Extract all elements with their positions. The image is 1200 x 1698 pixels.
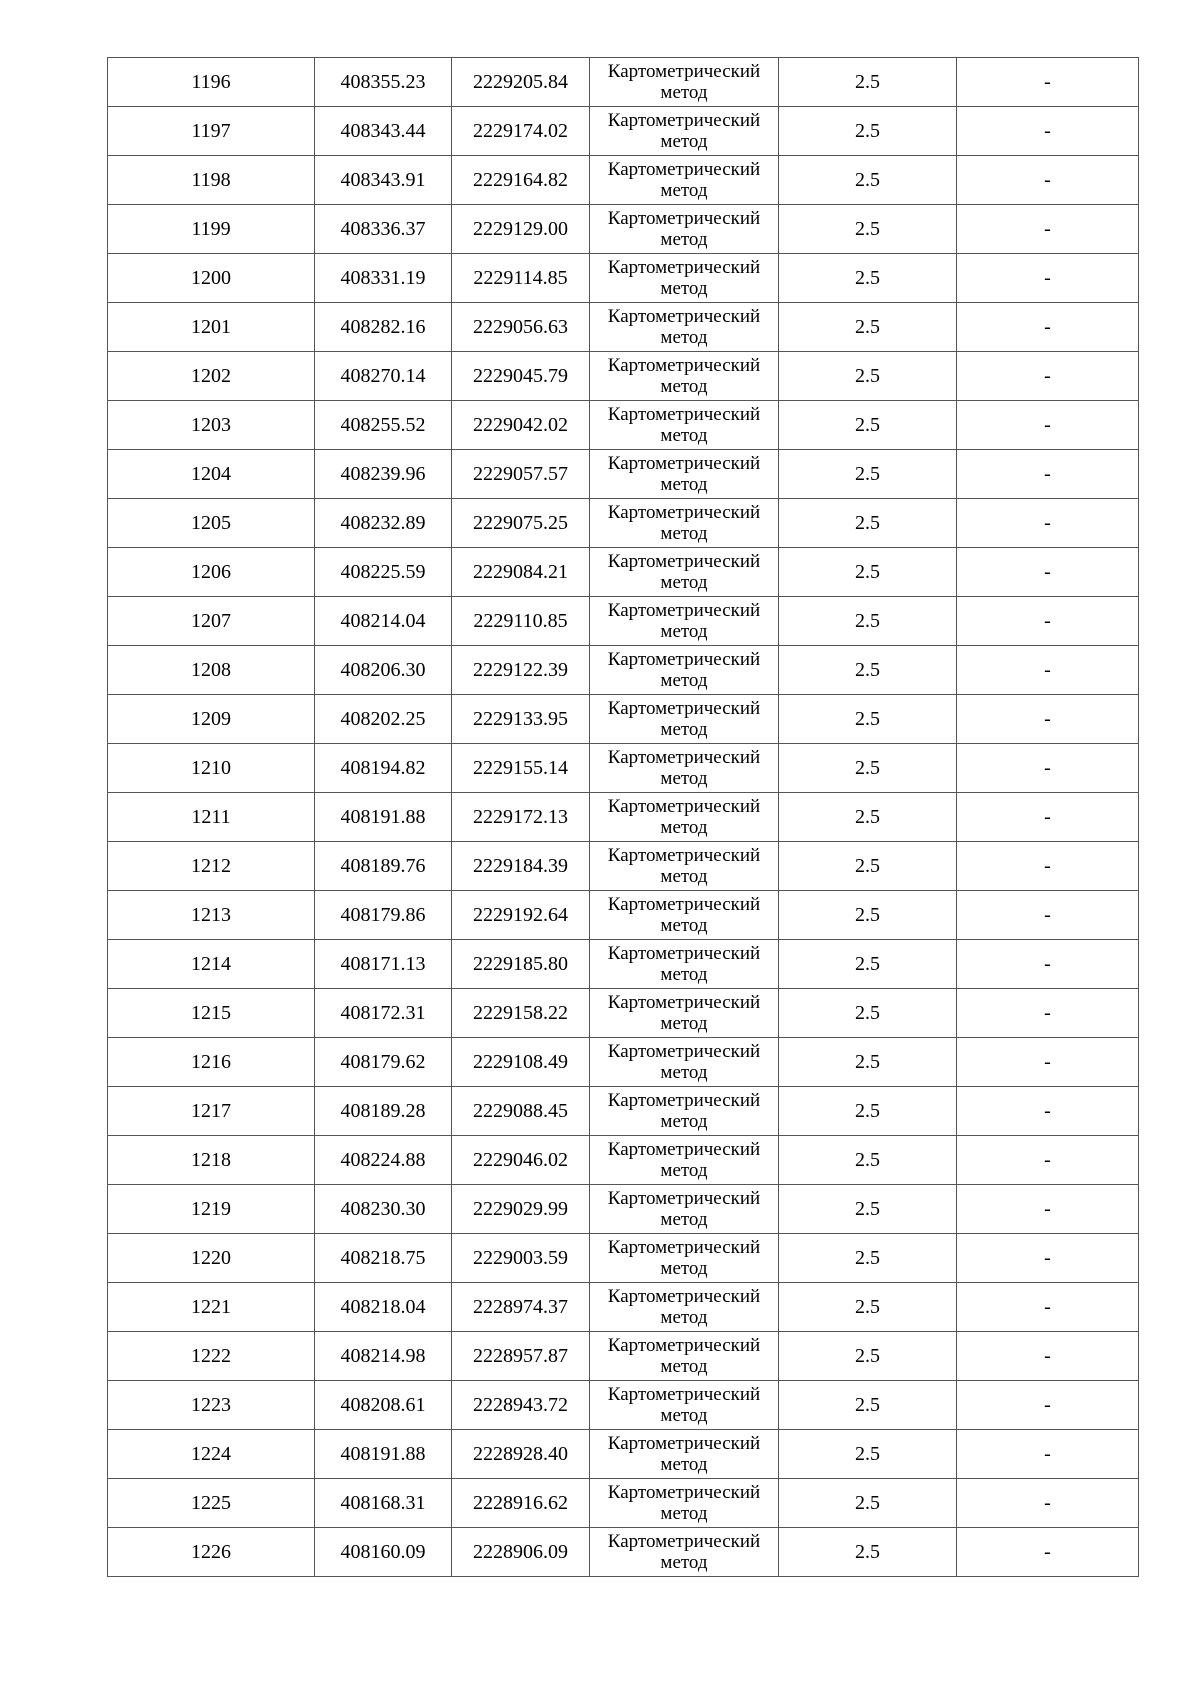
point-number-cell: 1213: [108, 891, 315, 940]
method-text-line: метод: [660, 180, 708, 201]
note-cell: -: [957, 891, 1139, 940]
point-number-cell: 1212: [108, 842, 315, 891]
note-cell: -: [957, 1332, 1139, 1381]
method-text-line: метод: [660, 1062, 708, 1083]
table-row: [108, 254, 1139, 303]
table-row: [108, 891, 1139, 940]
note-cell: -: [957, 1381, 1139, 1430]
method-text-line: Картометрический: [607, 208, 761, 229]
table-row: [108, 1528, 1139, 1577]
y-coordinate-cell: 2229184.39: [452, 842, 590, 891]
y-coordinate-cell: 2229205.84: [452, 58, 590, 107]
note-cell: -: [957, 1038, 1139, 1087]
method-text-line: метод: [660, 327, 708, 348]
method-text-line: метод: [660, 866, 708, 887]
table-row: [108, 1381, 1139, 1430]
method-text-line: Картометрический: [607, 110, 761, 131]
method-cell: [590, 499, 779, 548]
point-number-cell: 1206: [108, 548, 315, 597]
table-row: [108, 1332, 1139, 1381]
point-number-cell: 1211: [108, 793, 315, 842]
method-cell: [590, 940, 779, 989]
x-coordinate-cell: 408189.28: [315, 1087, 452, 1136]
x-coordinate-cell: 408232.89: [315, 499, 452, 548]
method-cell: [590, 303, 779, 352]
note-cell: -: [957, 1185, 1139, 1234]
note-cell: -: [957, 156, 1139, 205]
method-text-line: метод: [660, 1013, 708, 1034]
x-coordinate-cell: 408172.31: [315, 989, 452, 1038]
x-coordinate-cell: 408179.62: [315, 1038, 452, 1087]
accuracy-cell: 2.5: [779, 107, 957, 156]
point-number-cell: 1202: [108, 352, 315, 401]
x-coordinate-cell: 408160.09: [315, 1528, 452, 1577]
method-text-line: Картометрический: [607, 1286, 761, 1307]
note-cell: -: [957, 597, 1139, 646]
method-text-line: Картометрический: [607, 992, 761, 1013]
method-cell: [590, 1479, 779, 1528]
x-coordinate-cell: 408225.59: [315, 548, 452, 597]
x-coordinate-cell: 408355.23: [315, 58, 452, 107]
method-cell: [590, 401, 779, 450]
y-coordinate-cell: 2229057.57: [452, 450, 590, 499]
x-coordinate-cell: 408202.25: [315, 695, 452, 744]
method-cell: [590, 842, 779, 891]
accuracy-cell: 2.5: [779, 1234, 957, 1283]
x-coordinate-cell: 408343.91: [315, 156, 452, 205]
table-row: [108, 1479, 1139, 1528]
method-text-line: метод: [660, 1503, 708, 1524]
point-number-cell: 1210: [108, 744, 315, 793]
method-cell: [590, 107, 779, 156]
method-text-line: Картометрический: [607, 796, 761, 817]
method-text-line: Картометрический: [607, 649, 761, 670]
y-coordinate-cell: 2228974.37: [452, 1283, 590, 1332]
method-text-line: метод: [660, 1356, 708, 1377]
method-text-line: Картометрический: [607, 1384, 761, 1405]
method-cell: [590, 646, 779, 695]
accuracy-cell: 2.5: [779, 548, 957, 597]
method-text-line: Картометрический: [607, 355, 761, 376]
note-cell: -: [957, 646, 1139, 695]
x-coordinate-cell: 408336.37: [315, 205, 452, 254]
table-row: [108, 1234, 1139, 1283]
method-cell: [590, 450, 779, 499]
method-cell: [590, 1283, 779, 1332]
method-text-line: Картометрический: [607, 1041, 761, 1062]
method-cell: [590, 548, 779, 597]
y-coordinate-cell: 2228957.87: [452, 1332, 590, 1381]
table-row: [108, 401, 1139, 450]
method-text-line: Картометрический: [607, 453, 761, 474]
table-row: [108, 793, 1139, 842]
method-text-line: метод: [660, 621, 708, 642]
method-cell: [590, 1185, 779, 1234]
x-coordinate-cell: 408189.76: [315, 842, 452, 891]
method-text-line: метод: [660, 425, 708, 446]
table-row: [108, 842, 1139, 891]
method-text-line: метод: [660, 670, 708, 691]
method-text-line: Картометрический: [607, 1139, 761, 1160]
method-text-line: метод: [660, 1307, 708, 1328]
y-coordinate-cell: 2228916.62: [452, 1479, 590, 1528]
y-coordinate-cell: 2229129.00: [452, 205, 590, 254]
point-number-cell: 1199: [108, 205, 315, 254]
method-text-line: Картометрический: [607, 600, 761, 621]
accuracy-cell: 2.5: [779, 303, 957, 352]
note-cell: -: [957, 1136, 1139, 1185]
method-cell: [590, 891, 779, 940]
method-text-line: Картометрический: [607, 502, 761, 523]
method-cell: [590, 352, 779, 401]
method-text-line: Картометрический: [607, 698, 761, 719]
point-number-cell: 1205: [108, 499, 315, 548]
y-coordinate-cell: 2229056.63: [452, 303, 590, 352]
accuracy-cell: 2.5: [779, 989, 957, 1038]
y-coordinate-cell: 2229164.82: [452, 156, 590, 205]
x-coordinate-cell: 408171.13: [315, 940, 452, 989]
table-row: [108, 1283, 1139, 1332]
table-row: [108, 695, 1139, 744]
y-coordinate-cell: 2229003.59: [452, 1234, 590, 1283]
method-text-line: Картометрический: [607, 943, 761, 964]
accuracy-cell: 2.5: [779, 842, 957, 891]
y-coordinate-cell: 2229042.02: [452, 401, 590, 450]
x-coordinate-cell: 408218.04: [315, 1283, 452, 1332]
table-row: [108, 450, 1139, 499]
method-text-line: метод: [660, 278, 708, 299]
table-row: [108, 1136, 1139, 1185]
table-row: [108, 499, 1139, 548]
x-coordinate-cell: 408191.88: [315, 1430, 452, 1479]
table-row: [108, 744, 1139, 793]
accuracy-cell: 2.5: [779, 450, 957, 499]
y-coordinate-cell: 2229174.02: [452, 107, 590, 156]
note-cell: -: [957, 254, 1139, 303]
accuracy-cell: 2.5: [779, 891, 957, 940]
x-coordinate-cell: 408168.31: [315, 1479, 452, 1528]
accuracy-cell: 2.5: [779, 401, 957, 450]
x-coordinate-cell: 408343.44: [315, 107, 452, 156]
method-text-line: Картометрический: [607, 845, 761, 866]
point-number-cell: 1224: [108, 1430, 315, 1479]
accuracy-cell: 2.5: [779, 1332, 957, 1381]
table-row: [108, 548, 1139, 597]
method-text-line: метод: [660, 1160, 708, 1181]
accuracy-cell: 2.5: [779, 940, 957, 989]
method-cell: [590, 58, 779, 107]
note-cell: -: [957, 303, 1139, 352]
method-text-line: метод: [660, 572, 708, 593]
y-coordinate-cell: 2229110.85: [452, 597, 590, 646]
note-cell: -: [957, 205, 1139, 254]
method-cell: [590, 1528, 779, 1577]
table-row: [108, 646, 1139, 695]
method-text-line: Картометрический: [607, 159, 761, 180]
x-coordinate-cell: 408191.88: [315, 793, 452, 842]
method-cell: [590, 205, 779, 254]
point-number-cell: 1196: [108, 58, 315, 107]
note-cell: -: [957, 58, 1139, 107]
y-coordinate-cell: 2229045.79: [452, 352, 590, 401]
x-coordinate-cell: 408214.98: [315, 1332, 452, 1381]
point-number-cell: 1208: [108, 646, 315, 695]
point-number-cell: 1209: [108, 695, 315, 744]
y-coordinate-cell: 2229108.49: [452, 1038, 590, 1087]
method-text-line: Картометрический: [607, 61, 761, 82]
x-coordinate-cell: 408206.30: [315, 646, 452, 695]
x-coordinate-cell: 408194.82: [315, 744, 452, 793]
point-number-cell: 1219: [108, 1185, 315, 1234]
note-cell: -: [957, 744, 1139, 793]
method-text-line: метод: [660, 229, 708, 250]
point-number-cell: 1198: [108, 156, 315, 205]
accuracy-cell: 2.5: [779, 1038, 957, 1087]
note-cell: -: [957, 548, 1139, 597]
method-text-line: метод: [660, 131, 708, 152]
point-number-cell: 1201: [108, 303, 315, 352]
method-text-line: Картометрический: [607, 1433, 761, 1454]
method-cell: [590, 1430, 779, 1479]
method-text-line: метод: [660, 768, 708, 789]
method-text-line: Картометрический: [607, 894, 761, 915]
note-cell: -: [957, 1528, 1139, 1577]
table-row: [108, 205, 1139, 254]
point-number-cell: 1222: [108, 1332, 315, 1381]
point-number-cell: 1214: [108, 940, 315, 989]
method-text-line: метод: [660, 1209, 708, 1230]
method-text-line: метод: [660, 82, 708, 103]
note-cell: -: [957, 1087, 1139, 1136]
point-number-cell: 1217: [108, 1087, 315, 1136]
table-row: [108, 940, 1139, 989]
method-text-line: Картометрический: [607, 1237, 761, 1258]
table-row: [108, 107, 1139, 156]
accuracy-cell: 2.5: [779, 1430, 957, 1479]
y-coordinate-cell: 2228943.72: [452, 1381, 590, 1430]
y-coordinate-cell: 2229185.80: [452, 940, 590, 989]
x-coordinate-cell: 408214.04: [315, 597, 452, 646]
method-text-line: метод: [660, 376, 708, 397]
y-coordinate-cell: 2229029.99: [452, 1185, 590, 1234]
method-text-line: Картометрический: [607, 1482, 761, 1503]
point-number-cell: 1200: [108, 254, 315, 303]
y-coordinate-cell: 2228906.09: [452, 1528, 590, 1577]
point-number-cell: 1216: [108, 1038, 315, 1087]
accuracy-cell: 2.5: [779, 793, 957, 842]
x-coordinate-cell: 408224.88: [315, 1136, 452, 1185]
method-text-line: Картометрический: [607, 404, 761, 425]
table-row: [108, 1430, 1139, 1479]
method-cell: [590, 1136, 779, 1185]
accuracy-cell: 2.5: [779, 1528, 957, 1577]
note-cell: -: [957, 450, 1139, 499]
x-coordinate-cell: 408282.16: [315, 303, 452, 352]
point-number-cell: 1197: [108, 107, 315, 156]
method-text-line: метод: [660, 719, 708, 740]
y-coordinate-cell: 2229155.14: [452, 744, 590, 793]
accuracy-cell: 2.5: [779, 254, 957, 303]
accuracy-cell: 2.5: [779, 499, 957, 548]
method-cell: [590, 1381, 779, 1430]
point-number-cell: 1221: [108, 1283, 315, 1332]
note-cell: -: [957, 1430, 1139, 1479]
table-row: [108, 303, 1139, 352]
method-cell: [590, 597, 779, 646]
x-coordinate-cell: 408230.30: [315, 1185, 452, 1234]
method-text-line: Картометрический: [607, 1335, 761, 1356]
method-text-line: метод: [660, 915, 708, 936]
y-coordinate-cell: 2229158.22: [452, 989, 590, 1038]
point-number-cell: 1225: [108, 1479, 315, 1528]
method-text-line: Картометрический: [607, 1090, 761, 1111]
table-row: [108, 989, 1139, 1038]
accuracy-cell: 2.5: [779, 1087, 957, 1136]
table-row: [108, 1087, 1139, 1136]
accuracy-cell: 2.5: [779, 1283, 957, 1332]
note-cell: -: [957, 1234, 1139, 1283]
note-cell: -: [957, 793, 1139, 842]
note-cell: -: [957, 989, 1139, 1038]
method-text-line: метод: [660, 1454, 708, 1475]
accuracy-cell: 2.5: [779, 352, 957, 401]
note-cell: -: [957, 695, 1139, 744]
point-number-cell: 1207: [108, 597, 315, 646]
point-number-cell: 1223: [108, 1381, 315, 1430]
table-row: [108, 1185, 1139, 1234]
method-text-line: метод: [660, 1111, 708, 1132]
method-cell: [590, 156, 779, 205]
method-cell: [590, 989, 779, 1038]
point-number-cell: 1204: [108, 450, 315, 499]
y-coordinate-cell: 2228928.40: [452, 1430, 590, 1479]
note-cell: -: [957, 940, 1139, 989]
coordinates-table-body: [108, 58, 1139, 1577]
accuracy-cell: 2.5: [779, 58, 957, 107]
table-row: [108, 58, 1139, 107]
x-coordinate-cell: 408218.75: [315, 1234, 452, 1283]
method-cell: [590, 1332, 779, 1381]
y-coordinate-cell: 2229075.25: [452, 499, 590, 548]
note-cell: -: [957, 1479, 1139, 1528]
x-coordinate-cell: 408270.14: [315, 352, 452, 401]
x-coordinate-cell: 408255.52: [315, 401, 452, 450]
point-number-cell: 1218: [108, 1136, 315, 1185]
x-coordinate-cell: 408239.96: [315, 450, 452, 499]
accuracy-cell: 2.5: [779, 1381, 957, 1430]
method-text-line: метод: [660, 1258, 708, 1279]
y-coordinate-cell: 2229122.39: [452, 646, 590, 695]
method-text-line: метод: [660, 817, 708, 838]
note-cell: -: [957, 352, 1139, 401]
x-coordinate-cell: 408179.86: [315, 891, 452, 940]
y-coordinate-cell: 2229192.64: [452, 891, 590, 940]
accuracy-cell: 2.5: [779, 1479, 957, 1528]
accuracy-cell: 2.5: [779, 205, 957, 254]
method-text-line: Картометрический: [607, 1188, 761, 1209]
method-text-line: Картометрический: [607, 551, 761, 572]
method-text-line: Картометрический: [607, 306, 761, 327]
point-number-cell: 1226: [108, 1528, 315, 1577]
point-number-cell: 1215: [108, 989, 315, 1038]
y-coordinate-cell: 2229172.13: [452, 793, 590, 842]
method-text-line: Картометрический: [607, 257, 761, 278]
accuracy-cell: 2.5: [779, 156, 957, 205]
accuracy-cell: 2.5: [779, 597, 957, 646]
method-text-line: Картометрический: [607, 747, 761, 768]
method-text-line: метод: [660, 964, 708, 985]
note-cell: -: [957, 1283, 1139, 1332]
method-cell: [590, 695, 779, 744]
accuracy-cell: 2.5: [779, 744, 957, 793]
note-cell: -: [957, 499, 1139, 548]
method-text-line: метод: [660, 474, 708, 495]
note-cell: -: [957, 107, 1139, 156]
method-text-line: Картометрический: [607, 1531, 761, 1552]
table-row: [108, 352, 1139, 401]
accuracy-cell: 2.5: [779, 1185, 957, 1234]
accuracy-cell: 2.5: [779, 1136, 957, 1185]
method-cell: [590, 254, 779, 303]
method-cell: [590, 744, 779, 793]
point-number-cell: 1203: [108, 401, 315, 450]
y-coordinate-cell: 2229084.21: [452, 548, 590, 597]
note-cell: -: [957, 401, 1139, 450]
y-coordinate-cell: 2229046.02: [452, 1136, 590, 1185]
method-cell: [590, 1087, 779, 1136]
x-coordinate-cell: 408208.61: [315, 1381, 452, 1430]
note-cell: -: [957, 842, 1139, 891]
method-cell: [590, 1234, 779, 1283]
method-cell: [590, 793, 779, 842]
method-text-line: метод: [660, 1552, 708, 1573]
coordinates-table: [107, 57, 1139, 1577]
method-text-line: метод: [660, 1405, 708, 1426]
y-coordinate-cell: 2229114.85: [452, 254, 590, 303]
table-row: [108, 156, 1139, 205]
table-row: [108, 597, 1139, 646]
method-cell: [590, 1038, 779, 1087]
y-coordinate-cell: 2229088.45: [452, 1087, 590, 1136]
method-text-line: метод: [660, 523, 708, 544]
point-number-cell: 1220: [108, 1234, 315, 1283]
x-coordinate-cell: 408331.19: [315, 254, 452, 303]
accuracy-cell: 2.5: [779, 646, 957, 695]
y-coordinate-cell: 2229133.95: [452, 695, 590, 744]
accuracy-cell: 2.5: [779, 695, 957, 744]
table-row: [108, 1038, 1139, 1087]
